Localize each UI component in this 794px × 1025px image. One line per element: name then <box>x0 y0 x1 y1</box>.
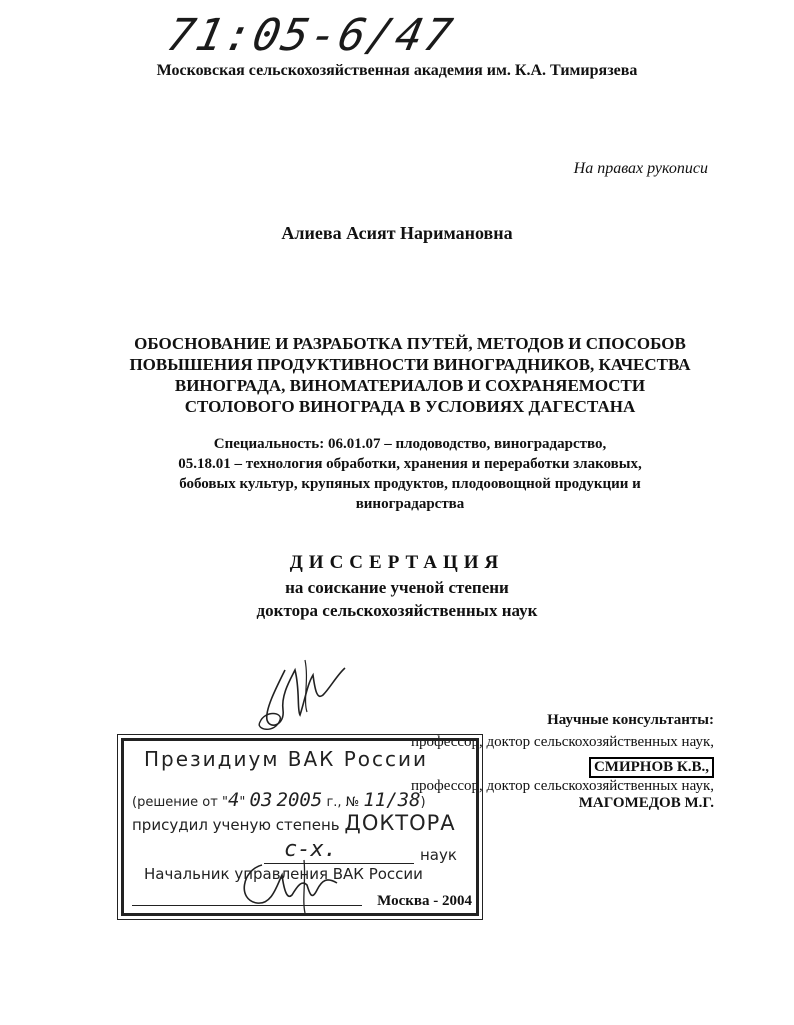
specialty-line: Специальность: 06.01.07 – плодоводство, виноградарство, <box>213 436 607 452</box>
degree-line-2: доктора сельскохозяйственных наук <box>256 601 538 620</box>
specialty-block <box>110 434 710 514</box>
decision-close: ) <box>420 795 426 810</box>
decision-day: 4 <box>227 789 240 811</box>
title-line: ПОВЫШЕНИЯ ПРОДУКТИВНОСТИ ВИНОГРАДНИКОВ, КАЧЕСТВА <box>129 355 691 374</box>
consultant-2-name: МАГОМЕДОВ М.Г. <box>578 795 714 811</box>
title-line: ВИНОГРАДА, ВИНОМАТЕРИАЛОВ И СОХРАНЯЕМОСТИ <box>174 376 646 395</box>
decision-mid: " <box>239 795 246 810</box>
stamp-awarded <box>132 811 456 835</box>
author-signature <box>245 650 355 735</box>
stamp-field-suffix: наук <box>420 846 457 864</box>
decision-year: 2005 <box>276 789 323 811</box>
stamp-field-handwritten: с-х. <box>284 837 337 862</box>
title-line: ОБОСНОВАНИЕ И РАЗРАБОТКА ПУТЕЙ, МЕТОДОВ И СПОСОБОВ <box>134 334 686 353</box>
dissertation-title <box>80 333 740 417</box>
stamp-title: Президиум ВАК России <box>144 747 429 771</box>
consultant-1-name: СМИРНОВ К.В., <box>589 757 714 778</box>
stamp-decision <box>132 789 426 811</box>
specialty-line: бобовых культур, крупяных продуктов, плодоовощной продукции и <box>179 476 641 492</box>
manuscript-rights-note: На правах рукописи <box>573 160 708 177</box>
city-year: Москва - 2004 <box>377 893 472 909</box>
stamp-signature <box>232 855 342 915</box>
archive-number: 71:05-6/47 <box>162 10 459 61</box>
academy-name: Московская сельскохозяйственная академия им. К.А. Тимирязева <box>156 62 638 79</box>
degree-line-1: на соискание ученой степени <box>285 578 509 597</box>
specialty-line: виноградарства <box>355 496 465 512</box>
title-line: СТОЛОВОГО ВИНОГРАДА В УСЛОВИЯХ ДАГЕСТАНА <box>184 397 636 416</box>
dissertation-heading: ДИССЕРТАЦИЯ <box>289 552 505 573</box>
decision-suffix: г., № <box>322 795 360 810</box>
decision-number: 11/38 <box>363 789 421 811</box>
specialty-line: 05.18.01 – технология обработки, хранения и переработки злаковых, <box>178 456 642 472</box>
awarded-degree: ДОКТОРА <box>344 811 456 835</box>
decision-prefix: (решение от " <box>132 795 228 810</box>
consultant-2-title: профессор, доктор сельскохозяйственных наук, <box>410 778 714 794</box>
consultant-1-title: профессор, доктор сельскохозяйственных наук, <box>410 734 714 750</box>
consultants-label: Научные консультанты: <box>547 712 714 728</box>
stamp-head: Начальник управления ВАК России <box>144 865 423 883</box>
decision-month: 03 <box>249 789 273 811</box>
author-name: Алиева Асият Наримановна <box>281 223 513 243</box>
awarded-text: присудил ученую степень <box>132 816 340 834</box>
